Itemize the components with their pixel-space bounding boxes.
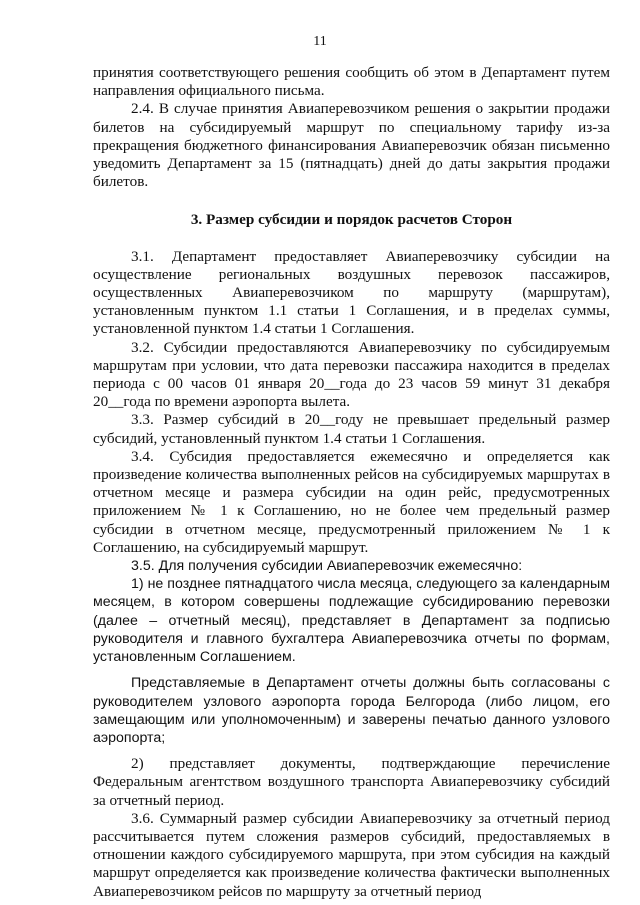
paragraph-3-6: 3.6. Суммарный размер субсидии Авиаперевозчику за отчетный период рассчитывается путем сложения размеров субсидий, предоставляемых в отношении каждого субсидируемого маршрута, при этом субсидия на каждый маршрут определяется как произведение количества фактически выполненных Авиаперевозчиком рейсов по маршруту за отчетный период	[93, 809, 610, 900]
paragraph-2-4: 2.4. В случае принятия Авиаперевозчиком решения о закрытии продажи билетов на субсидируемый маршрут по специальному тарифу из-за прекращения бюджетного финансирования Авиаперевозчик обязан письменно уведомить Департамент за 15 (пятнадцать) дней до даты закрытия продажи билетов.	[93, 100, 610, 191]
paragraph-3-5: 3.5. Для получения субсидии Авиаперевозчик ежемесячно:	[131, 558, 523, 575]
section-heading: 3. Размер субсидии и порядок расчетов Сторон	[190, 211, 513, 229]
paragraph-continuation: принятия соответствующего решения сообщить об этом в Департамент путем направления официального письма.	[93, 64, 610, 100]
paragraph-reports: Представляемые в Департамент отчеты должны быть согласованы с руководителем узлового аэропорта города Белгорода (либо лицом, его замещающим или уполномоченным) и заверены печатью данного узлового аэропорта;	[93, 675, 610, 746]
document-body	[93, 64, 610, 901]
page-number: 11	[313, 34, 327, 49]
paragraph-3-1: 3.1. Департамент предоставляет Авиаперевозчику субсидии на осуществление региональных воздушных перевозок пассажиров, осуществленных Авиаперевозчиком по маршруту (маршрутам), установленным пунктом 1.1 статьи 1 Соглашения, и в пределах суммы, установленной пунктом 1.4 статьи 1 Соглашения.	[93, 247, 610, 338]
paragraph-3-5-item-2: 2) представляет документы, подтверждающие перечисление Федеральным агентством воздушного транспорта Авиаперевозчику субсидий за отчетный период.	[93, 755, 610, 809]
paragraph-3-4: 3.4. Субсидия предоставляется ежемесячно и определяется как произведение количества выполненных рейсов на субсидируемых маршрутах в отчетном месяце и размера субсидии на один рейс, предусмотренных приложением № 1 к Соглашению, но не более чем предельный размер субсидии в отчетном месяце, предусмотренный приложением № 1 к Соглашению, на субсидируемый маршрут.	[93, 447, 610, 556]
paragraph-3-5-item-1: 1) не позднее пятнадцатого числа месяца, следующего за календарным месяцем, в котором совершены подлежащие субсидированию перевозки (далее – отчетный месяц), представляет в Департамент за подписью руководителя и главного бухгалтера Авиаперевозчика отчеты по формам, установленным Соглашением.	[93, 576, 610, 666]
paragraph-3-3: 3.3. Размер субсидий в 20__году не превышает предельный размер субсидий, установленный пунктом 1.4 статьи 1 Соглашения.	[93, 411, 610, 447]
paragraph-3-2: 3.2. Субсидии предоставляются Авиаперевозчику по субсидируемым маршрутам при условии, что дата перевозки пассажира находится в пределах периода с 00 часов 01 января 20__года до 23 часов 59 минут 31 декабря 20__года по времени аэропорта вылета.	[93, 338, 610, 411]
